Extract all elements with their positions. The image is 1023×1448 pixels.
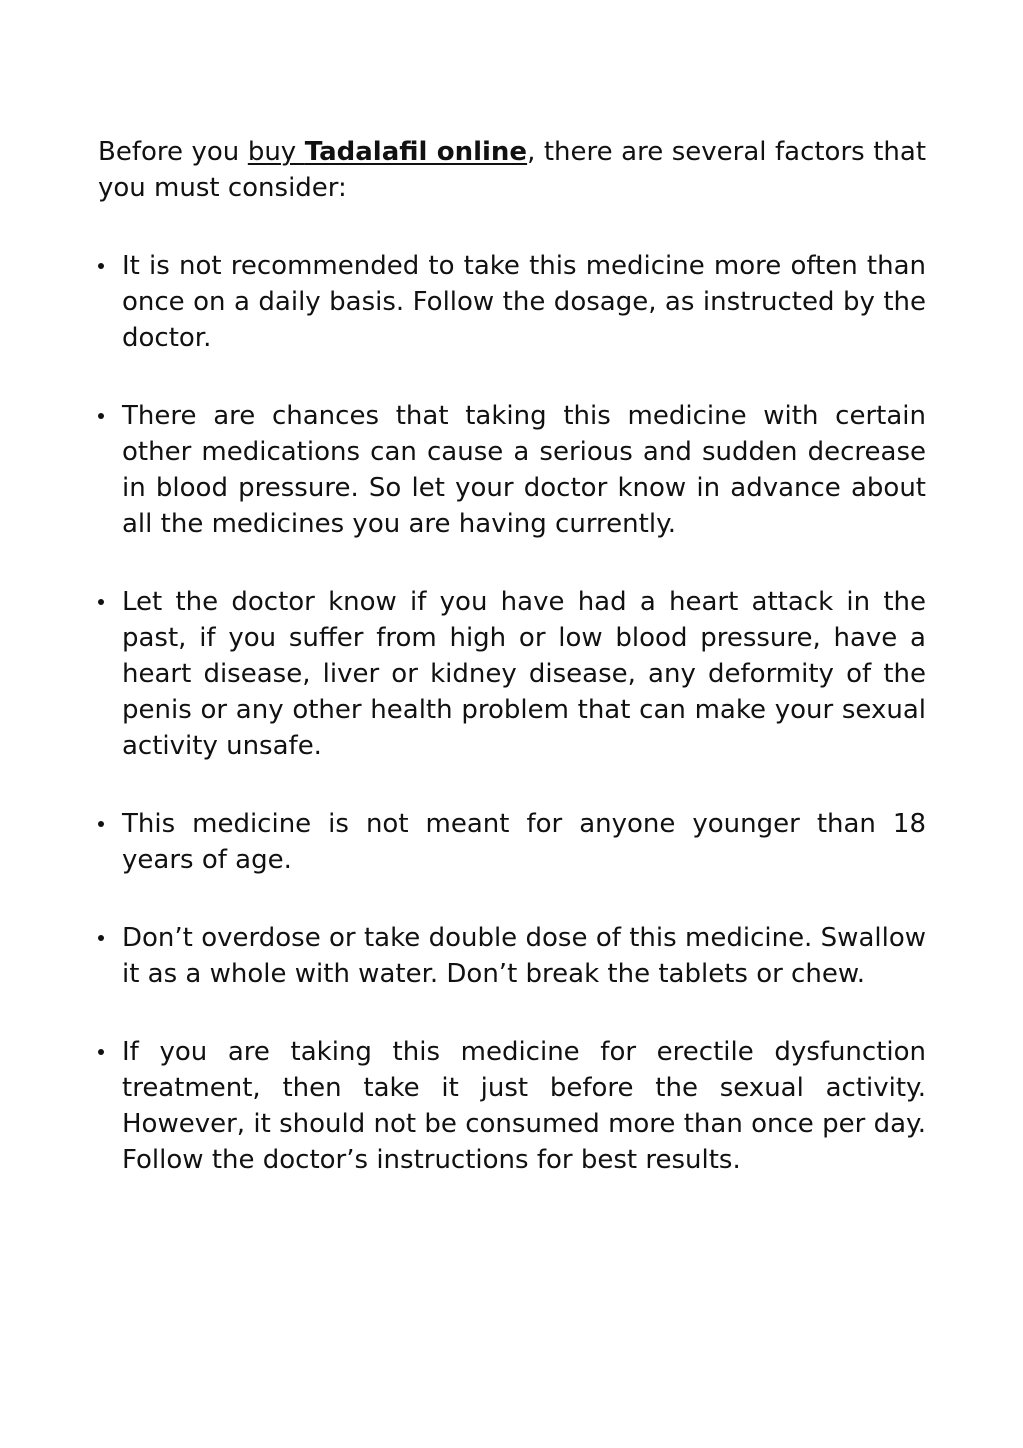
list-item (98, 1034, 926, 1178)
list-item-text: If you are taking this medicine for erectile dysfunction treatment, then take it just before the sexual activity. However, it should not be consumed more than once per day. Follow the doctor’s instructions for best results. (122, 1037, 926, 1175)
bullet-icon (98, 935, 104, 941)
list-item (98, 584, 926, 764)
list-item (98, 398, 926, 542)
bullet-icon (98, 263, 104, 269)
intro-paragraph (98, 134, 926, 206)
buy-tadalafil-link[interactable] (248, 137, 527, 167)
list-item-text: Don’t overdose or take double dose of this medicine. Swallow it as a whole with water. Don’t break the tablets or chew. (122, 923, 926, 989)
link-bold-text: Tadalafil online (304, 137, 528, 167)
link-prefix-text: buy (247, 137, 305, 167)
list-item-text: It is not recommended to take this medicine more often than once on a daily basis. Follow the dosage, as instructed by the doctor. (122, 251, 926, 353)
bullet-icon (98, 599, 104, 605)
list-item-text: This medicine is not meant for anyone younger than 18 years of age. (122, 809, 926, 875)
intro-before-text: Before you (98, 137, 248, 167)
intro-after-text: , there are several factors that you must consider: (98, 137, 927, 203)
bullet-icon (98, 1049, 104, 1055)
list-item (98, 920, 926, 992)
bullet-icon (98, 821, 104, 827)
list-item-text: There are chances that taking this medicine with certain other medications can cause a serious and sudden decrease in blood pressure. So let your doctor know in advance about all the medicines you are having currently. (122, 401, 926, 539)
list-item (98, 806, 926, 878)
considerations-list (98, 248, 926, 1178)
bullet-icon (98, 413, 104, 419)
list-item-text: Let the doctor know if you have had a heart attack in the past, if you suffer from high or low blood pressure, have a heart disease, liver or kidney disease, any deformity of the penis or any other health problem that can make your sexual activity unsafe. (122, 587, 926, 761)
list-item (98, 248, 926, 356)
document-page (98, 134, 926, 1220)
